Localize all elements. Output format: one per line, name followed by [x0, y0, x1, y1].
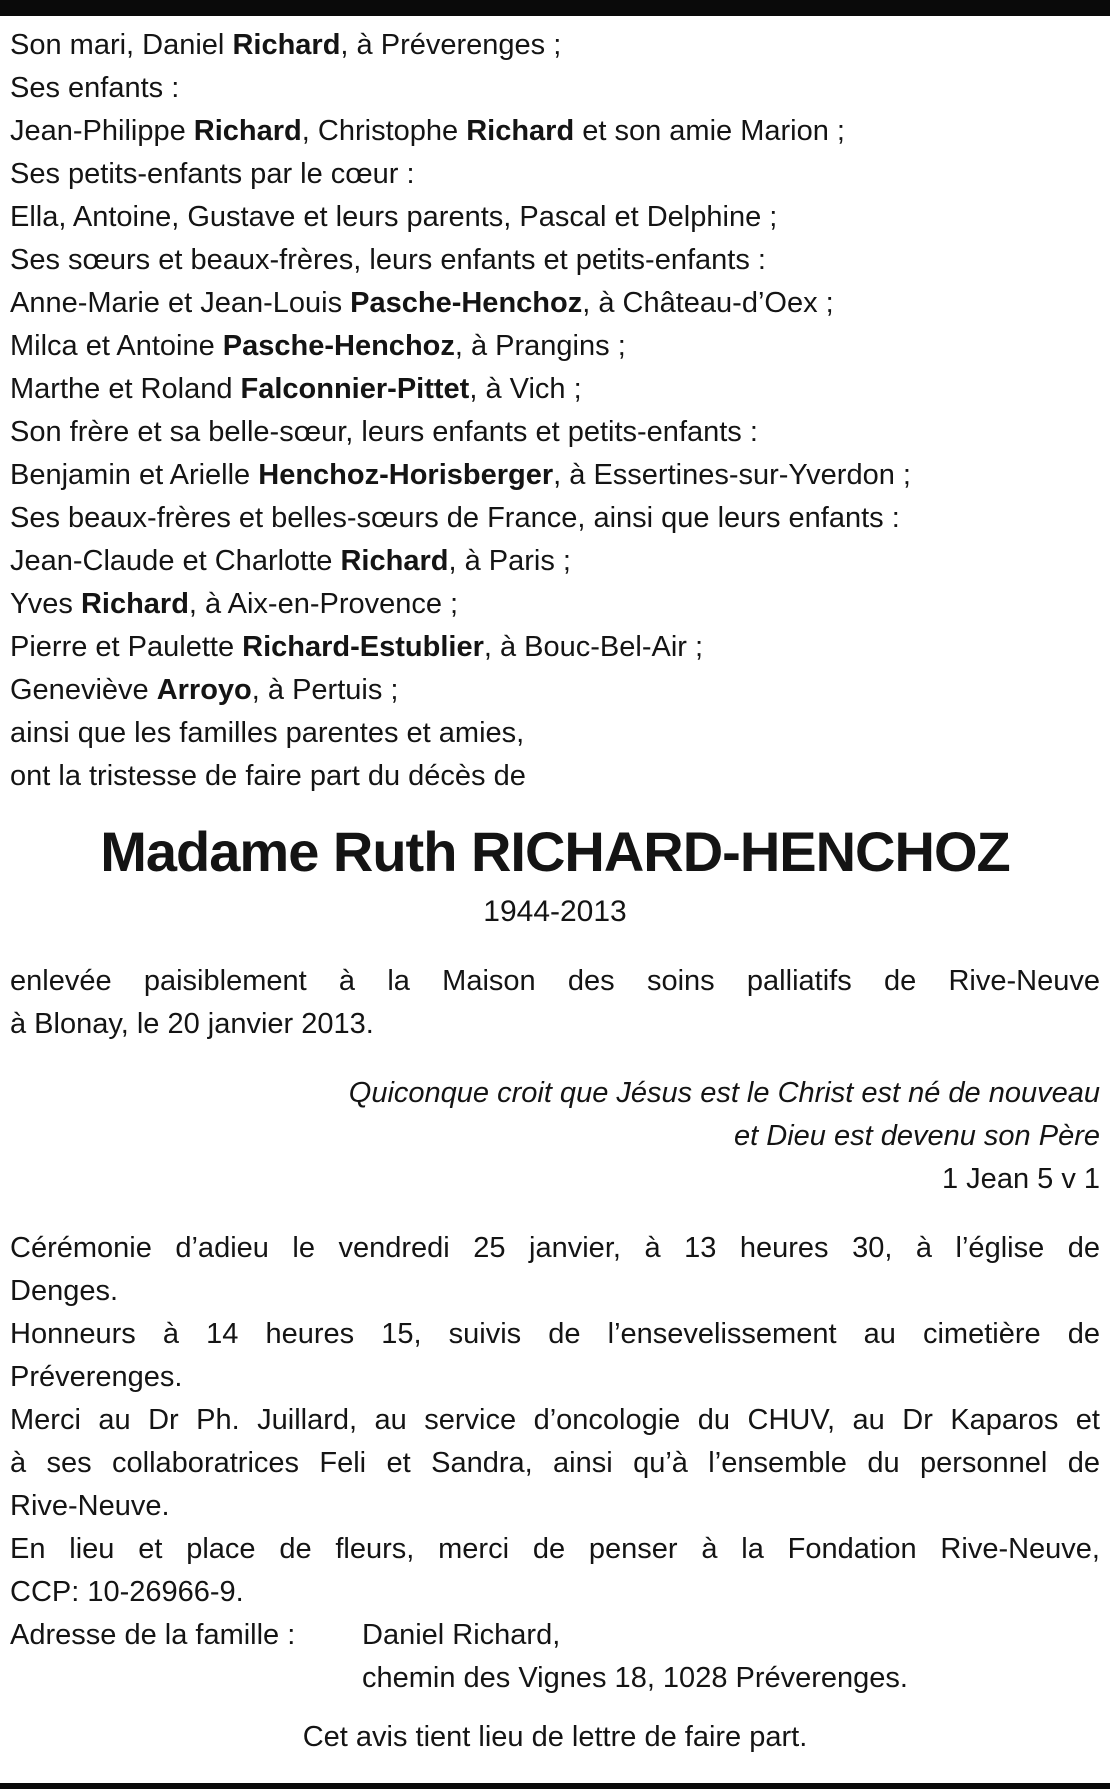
family-line: [10, 110, 1100, 153]
death-line: enlevée paisiblement à la Maison des soins palliatifs de Rive-Neuve: [10, 965, 1100, 997]
thanks-line: Rive-Neuve.: [10, 1490, 170, 1522]
life-years: 1944-2013: [483, 895, 627, 928]
text-segment: Marthe et Roland: [10, 373, 241, 405]
text-segment: Ses beaux-frères et belles-sœurs de France, ainsi que leurs enfants :: [10, 502, 900, 534]
scripture-quote: [10, 1072, 1100, 1201]
text-segment: , à Préverenges ;: [340, 29, 562, 61]
scripture-reference: 1 Jean 5 v 1: [942, 1163, 1100, 1195]
text-segment: et son amie Marion ;: [574, 115, 845, 147]
top-border-rule: [0, 0, 1110, 16]
text-segment: , à Paris ;: [448, 545, 571, 577]
family-line: [10, 626, 1100, 669]
text-segment: Yves: [10, 588, 81, 620]
text-segment: Geneviève: [10, 674, 157, 706]
family-surname: Richard: [466, 115, 575, 147]
donations-line: En lieu et place de fleurs, merci de penser à la Fondation Rive-Neuve,: [10, 1533, 1100, 1565]
family-list: [10, 24, 1100, 798]
text-segment: ont la tristesse de faire part du décès de: [10, 760, 526, 792]
scripture-line: et Dieu est devenu son Père: [734, 1120, 1100, 1152]
text-segment: ainsi que les familles parentes et amies,: [10, 717, 525, 749]
text-segment: Ses sœurs et beaux-frères, leurs enfants et petits-enfants :: [10, 244, 766, 276]
family-surname: Falconnier-Pittet: [240, 373, 470, 405]
text-segment: Son mari, Daniel: [10, 29, 233, 61]
text-segment: , à Château-d’Oex ;: [582, 287, 834, 319]
family-address-label: Adresse de la famille :: [10, 1619, 296, 1651]
family-surname: Pasche-Henchoz: [350, 287, 583, 319]
family-line: [10, 583, 1100, 626]
text-segment: Milca et Antoine: [10, 330, 223, 362]
family-address-value: [362, 1614, 1100, 1700]
text-segment: Ses petits-enfants par le cœur :: [10, 158, 415, 190]
family-line: [10, 67, 1100, 110]
text-segment: Jean-Philippe: [10, 115, 194, 147]
family-surname: Arroyo: [156, 674, 252, 706]
family-address: [10, 1614, 1100, 1700]
ceremony-line: Cérémonie d’adieu le vendredi 25 janvier, à 13 heures 30, à l’église de: [10, 1232, 1100, 1264]
honours-line: Honneurs à 14 heures 15, suivis de l’ensevelissement au cimetière de: [10, 1318, 1100, 1350]
text-segment: Ella, Antoine, Gustave et leurs parents, Pascal et Delphine ;: [10, 201, 778, 233]
family-surname: Richard: [80, 588, 189, 620]
family-line: [10, 196, 1100, 239]
death-line: à Blonay, le 20 janvier 2013.: [10, 1008, 374, 1040]
deceased-name: Madame Ruth RICHARD-HENCHOZ: [100, 820, 1010, 883]
text-segment: , Christophe: [301, 115, 467, 147]
family-line: [10, 712, 1100, 755]
family-line: [10, 755, 1100, 798]
family-address-line: chemin des Vignes 18, 1028 Préverenges.: [362, 1662, 908, 1694]
family-line: [10, 497, 1100, 540]
ceremony-line: Denges.: [10, 1275, 119, 1307]
family-address-line: Daniel Richard,: [362, 1619, 561, 1651]
family-surname: Henchoz-Horisberger: [258, 459, 554, 491]
family-line: [10, 282, 1100, 325]
family-line: [10, 239, 1100, 282]
text-segment: , à Pertuis ;: [251, 674, 399, 706]
family-surname: Pasche-Henchoz: [222, 330, 455, 362]
text-segment: Son frère et sa belle-sœur, leurs enfants et petits-enfants :: [10, 416, 758, 448]
text-segment: , à Prangins ;: [454, 330, 626, 362]
donations-line: CCP: 10-26966-9.: [10, 1576, 244, 1608]
death-announcement: [10, 960, 1100, 1046]
text-segment: Ses enfants :: [10, 72, 180, 104]
family-surname: Richard: [340, 545, 449, 577]
family-line: [10, 153, 1100, 196]
text-segment: , à Bouc-Bel-Air ;: [483, 631, 704, 663]
family-surname: Richard: [232, 29, 341, 61]
text-segment: Pierre et Paulette: [10, 631, 243, 663]
family-line: [10, 411, 1100, 454]
family-line: [10, 368, 1100, 411]
family-line: [10, 540, 1100, 583]
family-surname: Richard: [193, 115, 302, 147]
text-segment: Benjamin et Arielle: [10, 459, 259, 491]
service-information: [10, 1227, 1100, 1700]
thanks-line: Merci au Dr Ph. Juillard, au service d’oncologie du CHUV, au Dr Kaparos et: [10, 1404, 1100, 1436]
family-surname: Richard-Estublier: [242, 631, 484, 663]
scripture-line: Quiconque croit que Jésus est le Christ est né de nouveau: [348, 1077, 1100, 1109]
family-line: [10, 669, 1100, 712]
family-line: [10, 454, 1100, 497]
bottom-border-rule: [0, 1783, 1110, 1789]
family-line: [10, 24, 1100, 67]
closing-line: Cet avis tient lieu de lettre de faire part.: [302, 1721, 808, 1753]
honours-line: Préverenges.: [10, 1361, 183, 1393]
text-segment: Jean-Claude et Charlotte: [10, 545, 341, 577]
text-segment: , à Vich ;: [469, 373, 582, 405]
text-segment: , à Essertines-sur-Yverdon ;: [553, 459, 911, 491]
family-line: [10, 325, 1100, 368]
text-segment: , à Aix-en-Provence ;: [188, 588, 459, 620]
thanks-line: à ses collaboratrices Feli et Sandra, ainsi qu’à l’ensemble du personnel de: [10, 1447, 1100, 1479]
text-segment: Anne-Marie et Jean-Louis: [10, 287, 351, 319]
